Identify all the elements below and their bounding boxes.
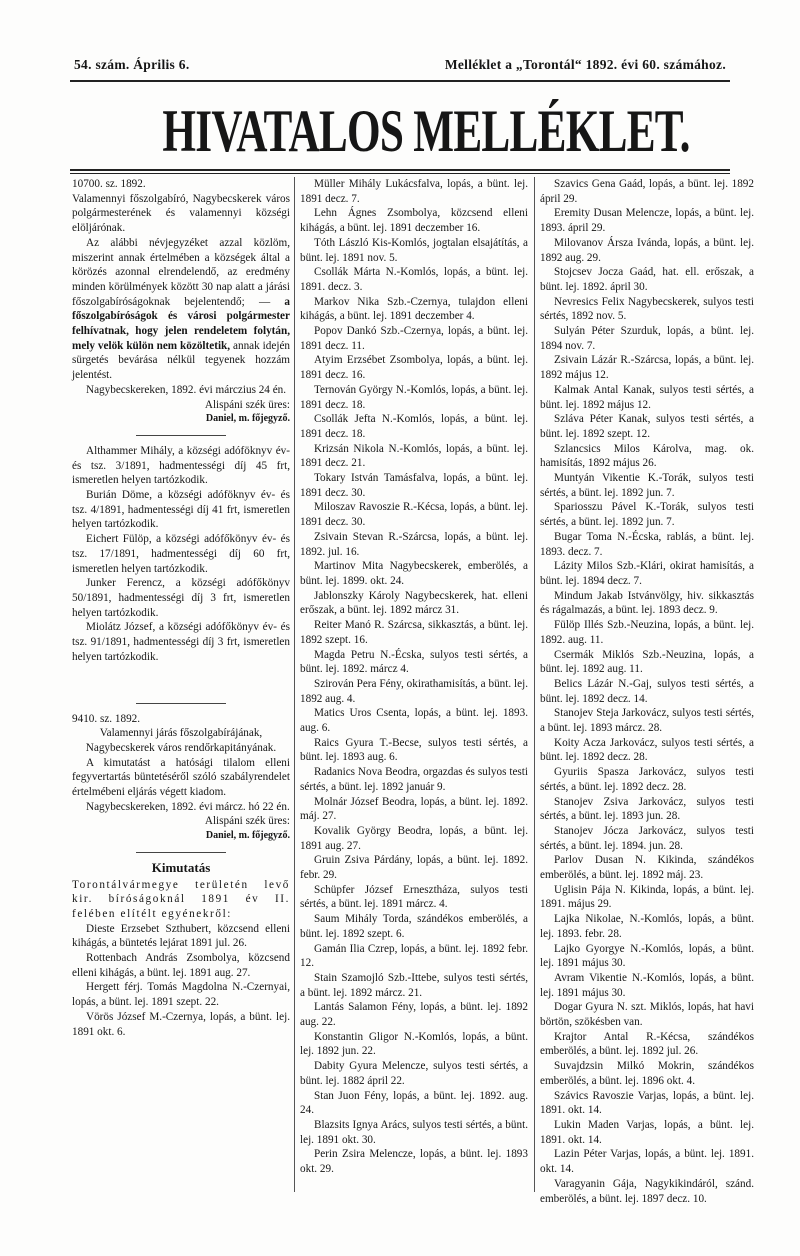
convict-entry: Stain Szamojló Szb.-Ittebe, sulyos testi sértés, a bünt. lej. 1892 márcz. 21. [300, 971, 528, 999]
convict-entry: Spariosszu Pável K.-Torák, sulyos testi sértés, a bünt. lej. 1892 jun. 7. [540, 501, 754, 529]
issue-header [74, 57, 726, 77]
convict-entry: Stanojev Steja Jarkovácz, sulyos testi sértés, a bünt. lej. 1893 márcz. 28. [540, 707, 754, 735]
convict-entry: Krajtor Antal R.-Kécsa, szándékos emberölés, a bünt. lej. 1892 jul. 26. [540, 1030, 754, 1058]
convict-entry: Belics Lázár N.-Gaj, sulyos testi sértés, a bünt. lej. 1892 decz. 14. [540, 677, 754, 705]
column-1 [72, 177, 290, 1197]
convict-entry: Uglisin Pája N. Kikinda, lopás, a bünt. lej. 1891. május 29. [540, 883, 754, 911]
convict-entry: Raics Gyura T.-Becse, sulyos testi sértés, a bünt. lej. 1893 aug. 6. [300, 736, 528, 764]
convict-entry: Popov Dankó Szb.-Czernya, lopás, a bünt. lej. 1891 decz. 11. [300, 325, 528, 352]
convict-entry: Csermák Miklós Szb.-Neuzina, lopás, a bünt. lej. 1892 aug. 11. [540, 648, 754, 676]
convict-entry: Dogar Gyura N. szt. Miklós, lopás, hat havi börtön, szökésben van. [540, 1001, 754, 1029]
convict-entry: Konstantin Gligor N.-Komlós, lopás, a bünt. lej. 1892 jun. 22. [300, 1030, 528, 1058]
convict-entry: Koity Acza Jarkovácz, sulyos testi sértés, a bünt. lej. 1892 decz. 28. [540, 736, 754, 764]
person-entry: Eichert Fülöp, a községi adófőkönyv év- és tsz. 17/1891, hadmentességi díj 60 frt, ismeretlen helyen tartózkodik. [72, 533, 290, 575]
convict-entry: Müller Mihály Lukácsfalva, lopás, a bünt. lej. 1891 decz. 7. [300, 178, 528, 205]
section-divider [136, 852, 226, 853]
notice-body-text-end: annak idején sürgetés bevárása nélkül tegyenek hozzám jelentést. [72, 339, 291, 382]
convict-entry: Lehn Ágnes Zsombolya, közcsend elleni kihágás, a bünt. lej. 1891 deczember 16. [300, 207, 528, 235]
convict-entry: Gamán Ilia Czrep, lopás, a bünt. lej. 1892 febr. 12. [300, 942, 528, 970]
convict-entry: Molnár József Beodra, lopás, a bünt. lej. 1892. máj. 27. [300, 795, 528, 823]
notice-signature: Daniel, m. főjegyző. [205, 413, 290, 425]
convict-entry: Dabity Gyura Melencze, sulyos testi sértés, a bünt. lej. 1882 ápril 22. [300, 1060, 528, 1087]
convict-entry: Perin Zsira Melencze, lopás, a bünt. lej. 1893 okt. 29. [300, 1148, 528, 1176]
convict-entry: Stanojev Jócza Jarkovácz, sulyos testi sértés, a bünt. lej. 1894. jun. 28. [540, 824, 754, 852]
convict-entry: Lázity Milos Szb.-Klári, okirat hamisítás, a bünt. lej. 1894 decz. 7. [540, 560, 754, 587]
convict-entry: Csollák Márta N.-Komlós, lopás, a bünt. lej. 1891. decz. 3. [300, 266, 528, 293]
convict-entry: Krizsán Nikola N.-Komlós, lopás, a bünt. lej. 1891 decz. 21. [300, 442, 528, 470]
notice-seat: Alispáni szék üres: [204, 815, 290, 828]
person-entry: Junker Ferencz, a községi adófőkönyv 50/1891, hadmentességi díj 3 frt, ismeretlen helyen tartózkodik. [72, 577, 290, 619]
convict-entry: Avram Vikentie N.-Komlós, lopás, a bünt. lej. 1891 május 30. [540, 971, 754, 999]
list-subheading: Torontálvármegye területén levő kir. bíróságoknál 1891 év II. felében elítélt egyénekről: [72, 878, 290, 920]
notice-body-text: Az alábbi névjegyzéket azzal közlöm, miszerint annak értelmében a községek által a körözés azonnal elrendelendő, az eredmény minden körülmények között 30 nap alatt a járási főszolgabíróságoknak bejelentendő; — [72, 236, 290, 308]
convict-entry: Stan Juon Fény, lopás, a bünt. lej. 1892. aug. 24. [300, 1089, 528, 1117]
notice-body: A kimutatást a hatósági tilalom elleni fegyvertartás büntetéséről szóló szabályrendelet értelmébeni eljárás végett kiadom. [72, 756, 290, 799]
convict-entry: Stanojev Zsiva Jarkovácz, sulyos testi sértés, a bünt. lej. 1893 jun. 28. [540, 795, 754, 823]
column-2 [300, 177, 528, 1197]
notice-date: Nagybecskereken, 1892. évi márcz. hó 22 én. [86, 800, 290, 813]
convict-entry: Miloszav Ravoszie R.-Kécsa, lopás, a bünt. lej. 1891 decz. 30. [300, 501, 528, 529]
person-entry: Althammer Mihály, a községi adóföknyv év- és tsz. 3/1891, hadmentességi díj 45 frt, ismeretlen helyen tartózkodik. [72, 444, 290, 487]
convict-entry: Jablonszky Károly Nagybecskerek, hat. elleni erőszak, a bünt. lej. 1892 márcz 31. [300, 589, 528, 617]
convict-entry: Lazin Péter Varjas, lopás, a bünt. lej. 1891. okt. 14. [540, 1148, 754, 1176]
convict-entry: Tokary István Tamásfalva, lopás, a bünt. lej. 1891 decz. 30. [300, 472, 528, 499]
convict-entry: Markov Nika Szb.-Czernya, tulajdon elleni kihágás, a bünt. lej. 1891 deczember 4. [300, 295, 528, 323]
convict-entry: Stojcsev Jocza Gaád, hat. ell. erőszak, a bünt. lej. 1892. ápril 30. [540, 266, 754, 293]
supplement-note: Melléklet a „Torontál“ 1892. évi 60. számához. [444, 57, 726, 72]
notice-body [72, 236, 290, 383]
convict-entry: Muntyán Vikentie K.-Torák, sulyos testi sértés, a bünt. lej. 1892 jun. 7. [540, 472, 754, 499]
notice-number: 10700. sz. 1892. [72, 178, 146, 190]
notice-signature: Daniel, m. főjegyző. [205, 830, 290, 842]
convict-entry: Magda Petru N.-Écska, sulyos testi sértés, a bünt. lej. 1892. márcz 4. [300, 648, 528, 676]
notice-addressee: Valamennyi főszolgabíró, Nagybecskerek város polgármesterének és valamennyi községi elöljárónak. [72, 192, 290, 235]
convict-entry: Szlávа Péter Kanak, sulyos testi sértés, a bünt. lej. 1892 szept. 12. [540, 413, 754, 440]
notice-seat: Alispáni szék üres: [204, 398, 290, 411]
convict-entry: Schüpfer József Ernesztháza, sulyos testi sértés, a bünt. lej. 1891 márcz. 4. [300, 883, 528, 911]
column-divider-2 [534, 177, 535, 1192]
convict-entry: Lukin Maden Varjas, lopás, a bünt. lej. 1891. okt. 14. [540, 1119, 754, 1146]
notice-addressee: Valamennyi járás főszolgabírájának, Nagybecskerek város rendőrkapitányának. [85, 727, 277, 754]
list-heading: Kimutatás [151, 859, 211, 875]
column-divider-1 [294, 177, 295, 1192]
convict-entry: Gyuriis Spasza Jarkovácz, sulyos testi sértés, a bünt. lej. 1892 decz. 28. [540, 766, 754, 793]
convict-entry: Bugar Toma N.-Écska, rablás, a bünt. lej. 1893. decz. 7. [540, 530, 754, 558]
convict-entry: Tóth László Kis-Komlós, jogtalan elsajátítás, a bünt. lej. 1891 nov. 5. [300, 236, 528, 264]
convict-entry: Gruin Zsiva Párdány, lopás, a bünt. lej. 1892. febr. 29. [300, 854, 528, 882]
convict-entry: Lajko Gyorgye N.-Komlós, lopás, a bünt. lej. 1891 május 30. [540, 942, 754, 970]
convict-entry: Kovalik György Beodra, lopás, a bünt. lej. 1891 aug. 27. [300, 824, 528, 852]
convict-entry: Sulyán Péter Szurduk, lopás, a bünt. lej. 1894 nov. 7. [540, 325, 754, 352]
convict-entry: Martinov Mita Nagybecskerek, emberölés, a bünt. lej. 1899. okt. 24. [300, 560, 528, 587]
convict-entry: Mindum Jakab Istvánvölgy, hiv. sikkasztás és rágalmazás, a bünt. lej. 1893 decz. 9. [540, 589, 754, 617]
section-divider [136, 703, 226, 704]
convict-entry: Lantás Salamon Fény, lopás, a bünt. lej. 1892 aug. 22. [300, 1001, 528, 1029]
convict-entry: Reiter Manó R. Szárcsa, sikkasztás, a bünt. lej. 1892 szept. 16. [300, 619, 528, 646]
convict-entry: Eremity Dusan Melencze, lopás, a bünt. lej. 1893. ápril 29. [540, 207, 754, 235]
person-entry: Burián Döme, a községi adóföknyv év- és tsz. 4/1891, hadmentességi díj 41 frt, ismeretlen helyen tartózkodik. [72, 489, 290, 531]
convict-entry: Radanics Nova Beodra, orgazdas és sulyos testi sértés, a bünt. lej. 1892 január 9. [300, 766, 528, 793]
convict-entry: Milovanov Ársza Ivánda, lopás, a bünt. lej. 1892 aug. 29. [540, 236, 754, 264]
convict-entry: Blazsits Ignya Arács, sulyos testi sértés, a bünt. lej. 1891 okt. 30. [300, 1119, 528, 1146]
convict-entry: Szavics Gena Gaád, lopás, a bünt. lej. 1892 ápril 29. [540, 178, 754, 205]
convict-entry: Zsivain Stevan R.-Szárcsa, lopás, a bünt. lej. 1892. jul. 16. [300, 530, 528, 558]
page-title: HIVATALOS MELLÉKLET. [162, 98, 690, 164]
section-divider [136, 435, 226, 436]
convict-entry: Varagyanin Gája, Nagykikindáról, szánd. emberölés, a bünt. lej. 1897 decz. 10. [540, 1177, 754, 1205]
title-rule-top [70, 169, 730, 171]
column-3 [540, 177, 754, 1205]
title-rule-bottom [70, 173, 730, 174]
convict-entry: Csollák Jefta N.-Komlós, lopás, a bünt. lej. 1891 decz. 18. [300, 413, 528, 440]
convict-entry: Szávics Ravoszie Varjas, lopás, a bünt. lej. 1891. okt. 14. [540, 1089, 754, 1117]
issue-number-date: 54. szám. Április 6. [74, 57, 190, 72]
header-rule [70, 80, 730, 82]
convict-entry: Szlancsics Milos Károlva, mag. ok. hamisítás, 1892 május 26. [540, 442, 754, 470]
convict-entry: Parlov Dusan N. Kikinda, szándékos emberölés, a bünt. lej. 1892 máj. 23. [540, 854, 754, 882]
convict-entry: Zsivain Lázár R.-Szárcsa, lopás, a bünt. lej. 1892 május 12. [540, 354, 754, 382]
convict-entry: Hergett férj. Tomás Magdolna N.-Czernyai, lopás, a bünt. lej. 1891 szept. 22. [72, 981, 290, 1009]
convict-entry: Ternován György N.-Komlós, lopás, a bünt. lej. 1891 decz. 18. [300, 383, 528, 411]
convict-entry: Suvajdzsin Milkó Mokrin, szándékos emberölés, a bünt. lej. 1896 okt. 4. [540, 1060, 754, 1087]
convict-entry: Matics Uros Csenta, lopás, a bünt. lej. 1893. aug. 6. [300, 707, 528, 735]
convict-entry: Szirován Pera Fény, okirathamisítás, a bünt. lej. 1892 aug. 4. [300, 677, 528, 705]
person-entry: Miolátz József, a községi adófőkönyv év- és tsz. 91/1891, hadmentességi díj 3 frt, ismeretlen helyen tartózkodik. [72, 621, 290, 663]
notice-number: 9410. sz. 1892. [72, 712, 141, 725]
convict-entry: Vörös József M.-Czernya, lopás, a bünt. lej. 1891 okt. 6. [72, 1010, 290, 1038]
notice-date: Nagybecskereken, 1892. évi márczius 24 én. [86, 383, 287, 396]
convict-entry: Fülöp Illés Szb.-Neuzina, lopás, a bünt. lej. 1892. aug. 11. [540, 619, 754, 646]
convict-entry: Saum Mihály Torda, szándékos emberölés, a bünt. lej. 1892 szept. 6. [300, 913, 528, 940]
convict-entry: Dieste Erzsebet Szthubert, közcsend elleni kihágás, a büntetés lejárat 1891 jul. 26. [72, 922, 290, 950]
convict-entry: Atyim Erzsébet Zsombolya, lopás, a bünt. lej. 1891 decz. 16. [300, 354, 528, 382]
notice-body-emphasis: a főszolgabíróságok és városi polgármester felhívatnak, hogy jelen rendeletem folytán, mely velök külön nem közöltetik, [72, 295, 290, 352]
convict-entry: Nevresics Felix Nagybecskerek, sulyos testi sértés, 1892 nov. 5. [540, 295, 754, 323]
convict-entry: Kalmak Antal Kanak, sulyos testi sértés, a bünt. lej. 1892 május 12. [540, 383, 754, 411]
convict-entry: Lajka Nikolae, N.-Komlós, lopás, a bünt. lej. 1893. febr. 28. [540, 913, 754, 940]
convict-entry: Rottenbach András Zsombolya, közcsend elleni kihágás, a bünt. lej. 1891 aug. 27. [72, 952, 290, 979]
